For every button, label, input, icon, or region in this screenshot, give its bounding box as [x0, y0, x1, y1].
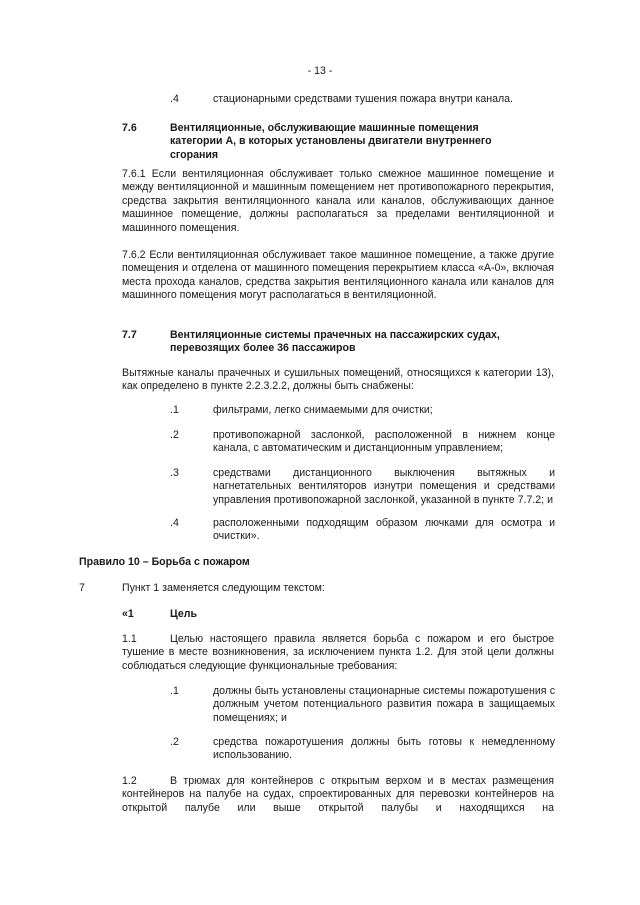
section-heading-7-7: Вентиляционные системы прачечных на пассажирских судах, перевозящих более 36 пассажиров [170, 329, 500, 355]
list-item: должны быть установлены стационарные системы пожаротушения с должным учетом потенциального развития пожара в защищаемых помещениях; и [213, 685, 555, 724]
item-number: .3 [170, 467, 179, 479]
list-item: средства пожаротушения должны быть готовы к немедленному использованию. [213, 736, 555, 762]
item-number: .2 [170, 429, 179, 441]
paragraph-1-2: В трюмах для контейнеров с открытым верхом и в местах размещения контейнеров на палубе на судах, спроектированных для перевозки контейнеров на открытой палубе или выше открытой палубы и находящихся на [122, 775, 554, 814]
list-item: расположенными подходящим образом лючками для осмотра и очистки». [213, 517, 555, 543]
item-number: .4 [170, 517, 179, 529]
page-number: - 13 - [307, 65, 333, 77]
paragraph-7-6-1: 7.6.1 Если вентиляционная обслуживает только смежное машинное помещение и между вентиляционной и машинным помещением нет противопожарного перекрытия, средства закрытия вентиляционного канала или каналов, обслуживающих данное машинное помещение, должны располагаться за пределами вентиляционной и машинного помещения. [122, 168, 554, 234]
subsection-number: «1 [122, 608, 134, 620]
section-number-7-7: 7.7 [122, 329, 137, 341]
list-item: фильтрами, легко снимаемыми для очистки; [213, 404, 433, 416]
section-number-7-6: 7.6 [122, 122, 137, 134]
paragraph-number: 1.2 [122, 775, 137, 787]
rule-heading: Правило 10 – Борьба с пожаром [79, 556, 250, 568]
list-item: противопожарной заслонкой, расположенной в нижнем конце канала, с автоматическим и дистанционным управлением; [213, 429, 555, 455]
paragraph-7-7-intro: Вытяжные каналы прачечных и сушильных помещений, относящихся к категории 13), как определено в пункте 2.2.3.2.2, должны быть снабжены: [122, 367, 554, 393]
item-number: .1 [170, 404, 179, 416]
list-item: стационарными средствами тушения пожара внутри канала. [213, 93, 513, 105]
item-number: .4 [170, 93, 179, 105]
paragraph-number: 1.1 [122, 633, 137, 645]
paragraph-number: 7 [79, 582, 85, 594]
paragraph-text: Пункт 1 заменяется следующим текстом: [122, 582, 325, 594]
paragraph-7-6-2: 7.6.2 Если вентиляционная обслуживает такое машинное помещение, а также другие помещения и отделена от машинного помещения перекрытием класса «А-0», включая места прохода каналов, средства закрытия вентиляционного канала или каналов для машинного помещения могут располагаться в вентиляционной. [122, 249, 554, 302]
paragraph-1-1: Целью настоящего правила является борьба с пожаром и его быстрое тушение в месте возникновения, за исключением пункта 1.2. Для этой цели должны соблюдаться следующие функциональные требования: [122, 633, 554, 672]
subsection-heading: Цель [170, 608, 198, 620]
item-number: .1 [170, 685, 179, 697]
section-heading-7-6: Вентиляционные, обслуживающие машинные помещения категории А, в которых установлены двигатели внутреннего сгорания [170, 122, 492, 161]
list-item: средствами дистанционного выключения вытяжных и нагнетательных вентиляторов изнутри помещения и средствами управления противопожарной заслонкой, указанной в пункте 7.7.2; и [213, 467, 555, 506]
item-number: .2 [170, 736, 179, 748]
